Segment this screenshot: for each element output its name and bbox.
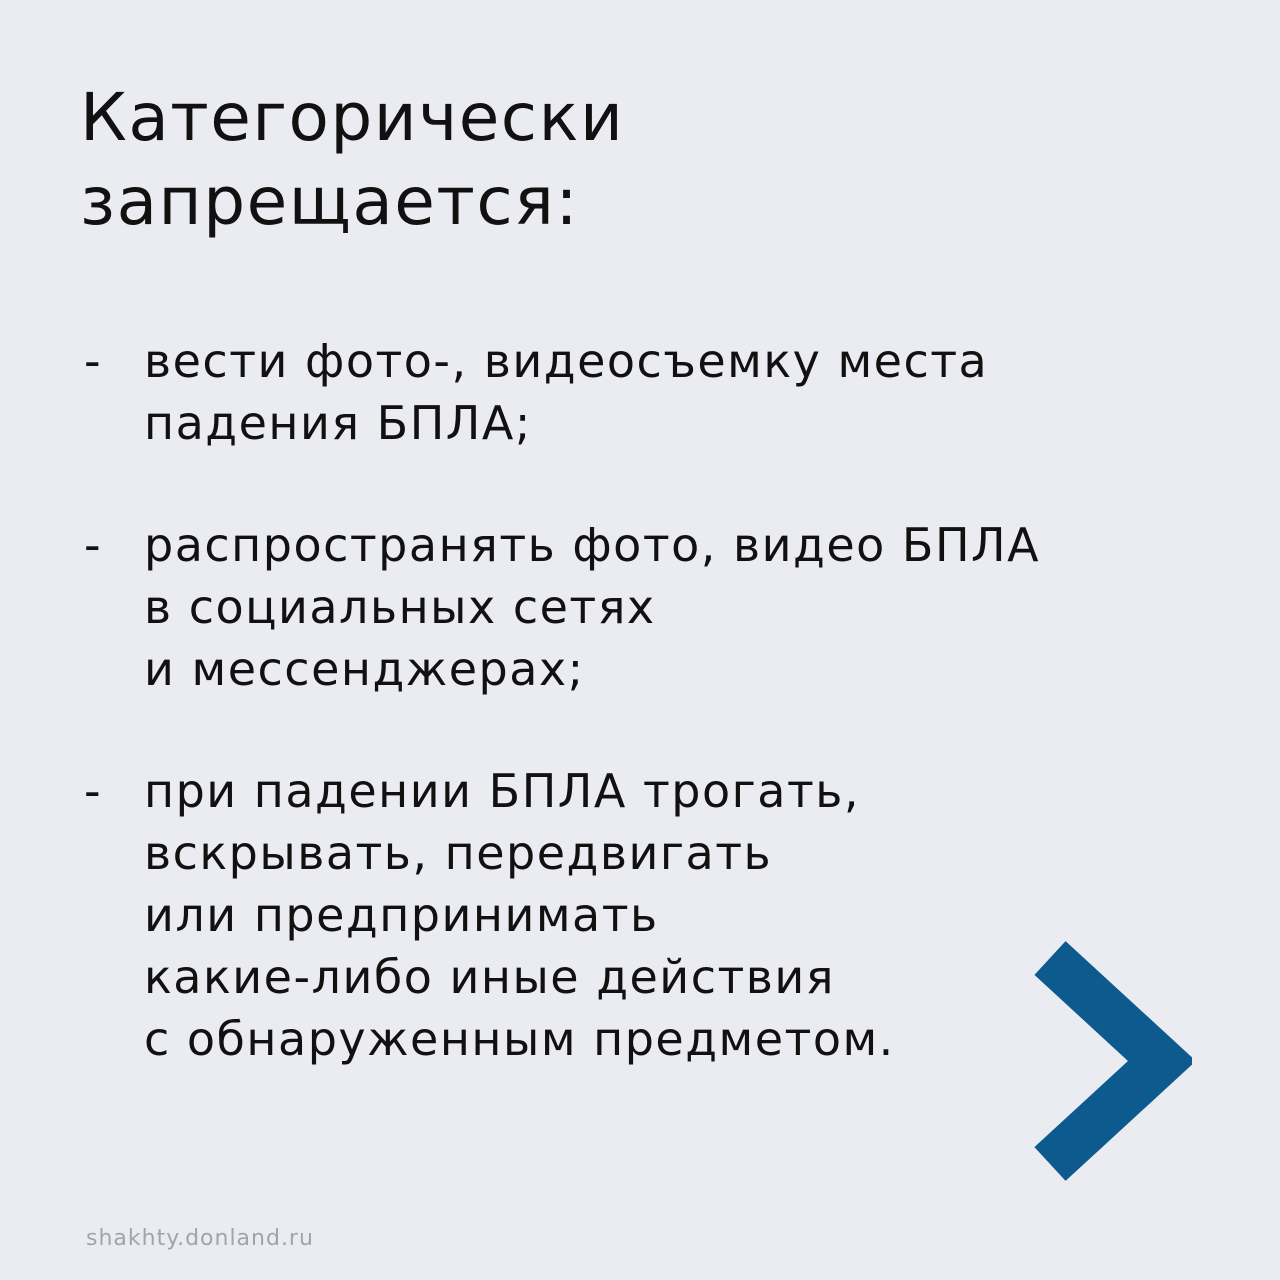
item-line: распространять фото, видео БПЛА <box>144 518 1041 572</box>
item-line: или предпринимать <box>144 888 659 942</box>
prohibition-list <box>84 330 1184 1130</box>
bullet-dash: - <box>84 518 103 572</box>
item-line: в социальных сетях <box>144 580 656 634</box>
slide-title <box>80 76 624 244</box>
list-item <box>84 514 1184 700</box>
item-line: падения БПЛА; <box>144 396 532 450</box>
item-line: и мессенджерах; <box>144 642 585 696</box>
item-line: с обнаруженным предметом. <box>144 1012 895 1066</box>
title-line: Категорически <box>80 79 625 156</box>
item-line: вскрывать, передвигать <box>144 826 773 880</box>
chevron-right-icon[interactable] <box>1028 936 1192 1186</box>
title-line: запрещается: <box>80 163 580 240</box>
bullet-dash: - <box>84 764 103 818</box>
footer-url: shakhty.donland.ru <box>86 1226 314 1251</box>
list-item <box>84 760 1184 1070</box>
item-line: при падении БПЛА трогать, <box>144 764 860 818</box>
item-line: вести фото-, видеосъемку места <box>144 334 989 388</box>
item-line: какие-либо иные действия <box>144 950 835 1004</box>
bullet-dash: - <box>84 334 103 388</box>
list-item <box>84 330 1184 454</box>
